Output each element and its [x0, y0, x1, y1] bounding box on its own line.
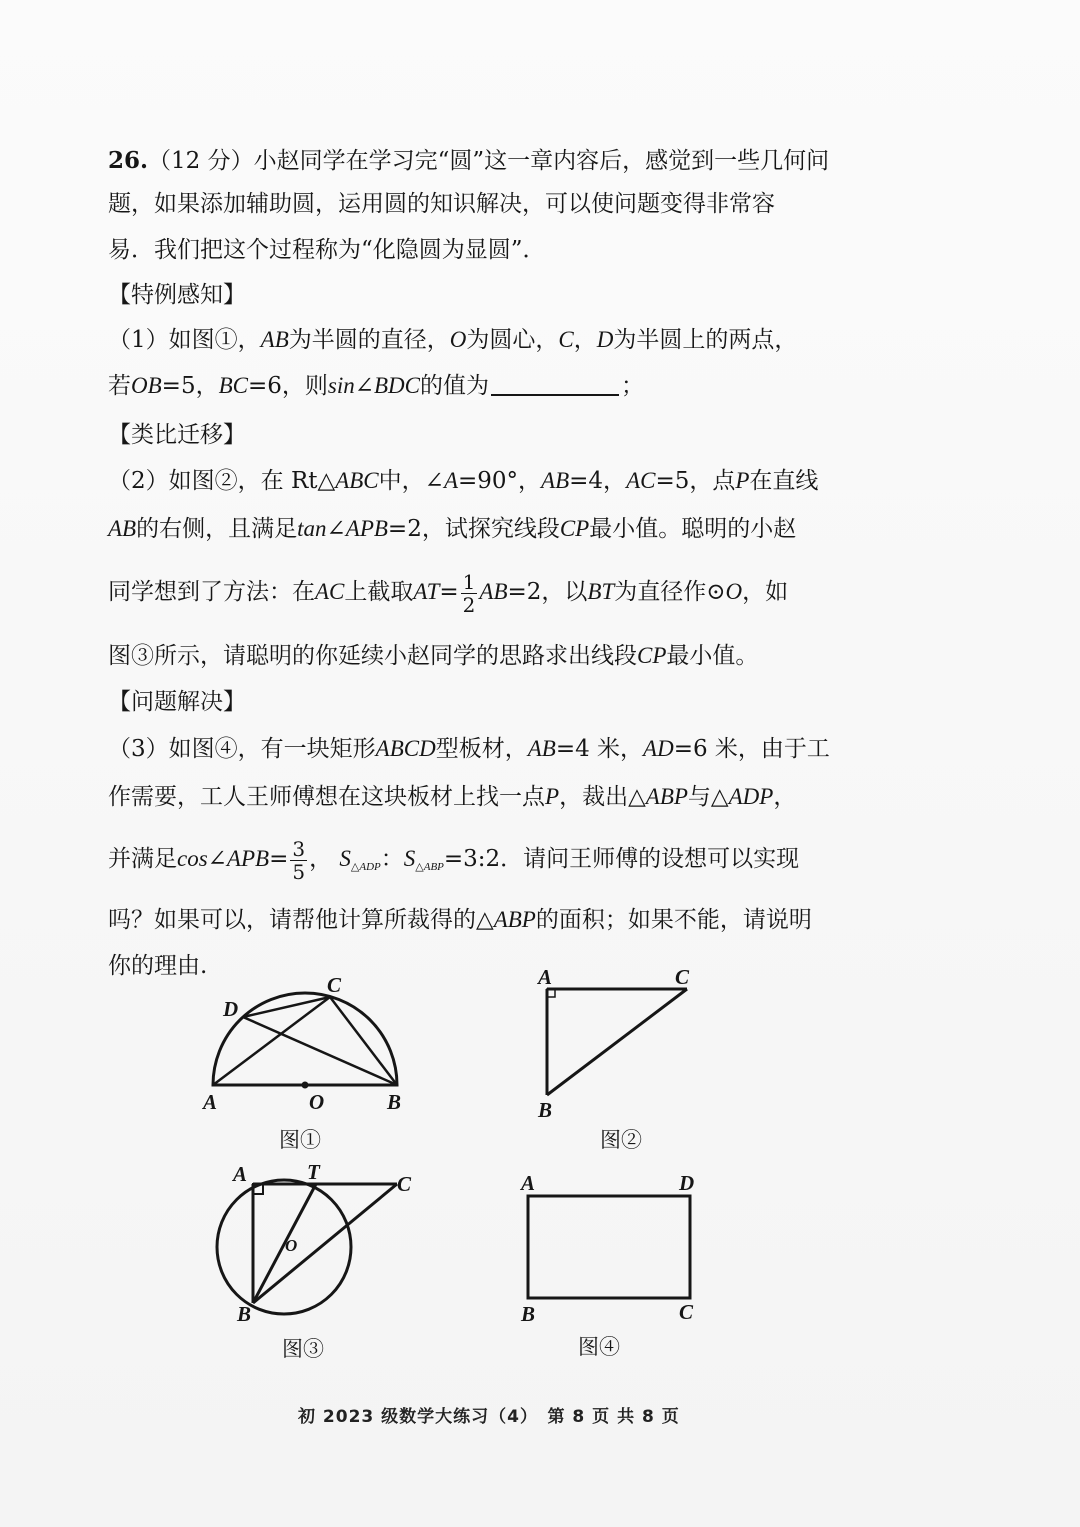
part3-text: =6 米，由于工	[673, 736, 830, 762]
part3-line-1	[108, 735, 868, 763]
figure-2-right-triangle	[530, 962, 710, 1122]
math-var: AC	[626, 468, 656, 493]
part1-text: 为半圆的直径，	[288, 327, 450, 353]
part2-text: 的右侧，且满足	[136, 516, 298, 542]
part3-text: ，	[309, 846, 333, 872]
math-var: O	[449, 327, 467, 352]
math-expression: tan∠APB	[297, 516, 388, 541]
math-var: P	[735, 468, 750, 493]
part1-line-1	[108, 326, 868, 354]
part2-text: =2，以	[507, 579, 588, 605]
problem-intro-line-1	[108, 147, 868, 175]
part2-text: =90°，	[458, 468, 542, 494]
rectangle-ABCD	[528, 1196, 690, 1298]
math-var: P	[545, 784, 560, 809]
math-var: ABP	[645, 784, 688, 809]
part1-prefix: （1）如图①，	[108, 327, 261, 353]
label-T: T	[307, 1160, 320, 1184]
problem-intro-line-3: 易．我们把这个过程称为“化隐圆为显圆”．	[108, 237, 546, 263]
label-O: O	[309, 1090, 325, 1114]
label-B: B	[237, 1302, 252, 1326]
label-A: A	[233, 1162, 248, 1186]
semicircle-outline	[213, 993, 397, 1085]
math-var: S	[403, 846, 416, 871]
figure-1-semicircle	[195, 968, 425, 1118]
math-var: AC	[315, 579, 345, 604]
part1-text: 为半圆上的两点，	[613, 327, 798, 353]
fraction-one-half	[461, 571, 478, 616]
math-expression: cos∠APB	[177, 846, 270, 871]
math-var: ABP	[493, 907, 536, 932]
part2-text: =4，	[569, 468, 627, 494]
fraction-three-fifths	[290, 838, 307, 883]
part3-line-4	[108, 906, 868, 934]
label-O: O	[285, 1236, 298, 1255]
part3-text: 的面积；如果不能，请说明	[535, 907, 812, 933]
part2-line-1	[108, 467, 868, 495]
part2-text: 上截取	[344, 579, 414, 605]
part3-text: 型板材，	[435, 736, 528, 762]
math-var: ADP	[728, 784, 774, 809]
label-C: C	[679, 1300, 694, 1324]
part2-text: 中，∠	[378, 468, 444, 494]
math-subscript: △ADP	[350, 861, 381, 873]
label-A: A	[521, 1171, 536, 1195]
fraction-denominator: 2	[462, 592, 476, 617]
part3-text: ，	[773, 784, 797, 810]
math-var: O	[725, 579, 743, 604]
part1-text: =5，	[161, 373, 219, 399]
part3-text: =3:2．请问王师傅的设想可以实现	[443, 846, 800, 872]
math-var: ABCD	[375, 736, 436, 761]
segment-BC	[547, 989, 687, 1095]
figure-3-caption: 图③	[282, 1337, 324, 1361]
segment-DB	[243, 1017, 397, 1085]
math-var: AB	[108, 516, 137, 541]
figure-4-caption: 图④	[578, 1335, 620, 1359]
math-var: A	[443, 468, 458, 493]
part1-text: =6，则	[247, 373, 328, 399]
label-B: B	[538, 1098, 553, 1122]
segment-BC	[253, 1184, 397, 1303]
fraction-numerator: 1	[462, 569, 476, 594]
math-var: AD	[643, 736, 674, 761]
math-var: BC	[218, 373, 248, 398]
math-var: AB	[527, 736, 556, 761]
part2-text: ，如	[742, 579, 789, 605]
part2-line-4	[108, 642, 868, 670]
section-title-problem-solving: 【问题解决】	[108, 689, 246, 715]
math-var: S	[339, 846, 351, 871]
label-A: A	[538, 965, 553, 989]
section-title-special-case: 【特例感知】	[108, 282, 246, 308]
math-var: ABC	[335, 468, 379, 493]
figure-1-caption: 图①	[279, 1128, 321, 1152]
problem-score: （12 分）	[148, 148, 254, 174]
part3-text: 吗？如果可以，请帮他计算所裁得的△	[108, 907, 494, 933]
label-C: C	[397, 1172, 412, 1196]
problem-intro-line-2: 题，如果添加辅助圆，运用圆的知识解决，可以使问题变得非常容	[108, 191, 775, 217]
math-var: CP	[559, 516, 590, 541]
part1-text: ；	[621, 373, 644, 399]
part2-text: 为直径作⊙	[614, 579, 726, 605]
label-B: B	[387, 1090, 402, 1114]
part3-text: 并满足	[108, 846, 177, 872]
part2-line-2	[108, 515, 868, 543]
part3-text: =4 米，	[555, 736, 644, 762]
math-expression: sin∠BDC	[327, 373, 420, 398]
fraction-numerator: 3	[292, 836, 306, 861]
figure-3-circle	[205, 1155, 425, 1325]
part2-text: 在直线	[749, 468, 819, 494]
part2-prefix: （2）如图②，在 Rt△	[108, 468, 336, 494]
math-var: AT	[413, 579, 440, 604]
math-var: OB	[131, 373, 162, 398]
math-var: BT	[587, 579, 615, 604]
math-var: C	[558, 327, 574, 352]
part3-text: 与△	[687, 784, 729, 810]
math-var: AB	[541, 468, 570, 493]
figure-4-rectangle	[515, 1166, 715, 1326]
part3-line-3	[108, 832, 868, 886]
label-A: A	[203, 1090, 218, 1114]
part1-text: 为圆心，	[466, 327, 559, 353]
page-footer: 初 2023 级数学大练习（4） 第 8 页 共 8 页	[298, 1407, 680, 1427]
intro-text-1: 小赵同学在学习完“圆”这一章内容后，感觉到一些几何问	[253, 148, 830, 174]
math-subscript: △ABP	[415, 861, 444, 873]
part2-text: 同学想到了方法：在	[108, 579, 315, 605]
math-var: CP	[637, 643, 667, 668]
part2-text: 最小值。聪明的小赵	[589, 516, 797, 542]
math-var: AB	[260, 327, 289, 352]
center-point-O	[302, 1082, 309, 1089]
label-C: C	[675, 965, 690, 989]
label-B: B	[521, 1302, 536, 1326]
label-D: D	[223, 997, 239, 1021]
part3-line-2	[108, 783, 868, 811]
fraction-denominator: 5	[292, 859, 306, 884]
part1-text: ，	[573, 327, 597, 353]
part3-text: =	[269, 846, 289, 872]
part1-text: 若	[108, 373, 131, 399]
math-var: AB	[479, 579, 508, 604]
part3-text: ：	[380, 846, 404, 872]
part3-text: 作需要，工人王师傅想在这块板材上找一点	[108, 784, 545, 810]
answer-blank[interactable]	[491, 374, 619, 396]
part1-line-2	[108, 372, 868, 400]
part3-line-5: 你的理由.	[108, 953, 208, 979]
math-var: D	[596, 327, 614, 352]
section-title-analogy: 【类比迁移】	[108, 422, 246, 448]
part2-line-3	[108, 566, 868, 618]
problem-number: 26.	[108, 147, 149, 174]
label-C: C	[327, 973, 342, 997]
part2-text: =2，试探究线段	[387, 516, 560, 542]
part1-text: 的值为	[420, 373, 489, 399]
part2-text: 图③所示，请聪明的你延续小赵同学的思路求出线段	[108, 643, 637, 669]
label-D: D	[679, 1171, 695, 1195]
part2-text: =	[439, 579, 459, 605]
part2-text: =5，点	[655, 468, 736, 494]
part3-prefix: （3）如图④，有一块矩形	[108, 736, 376, 762]
figure-2-caption: 图②	[600, 1128, 642, 1152]
part3-text: ，裁出△	[559, 784, 646, 810]
part2-text: 最小值。	[666, 643, 759, 669]
